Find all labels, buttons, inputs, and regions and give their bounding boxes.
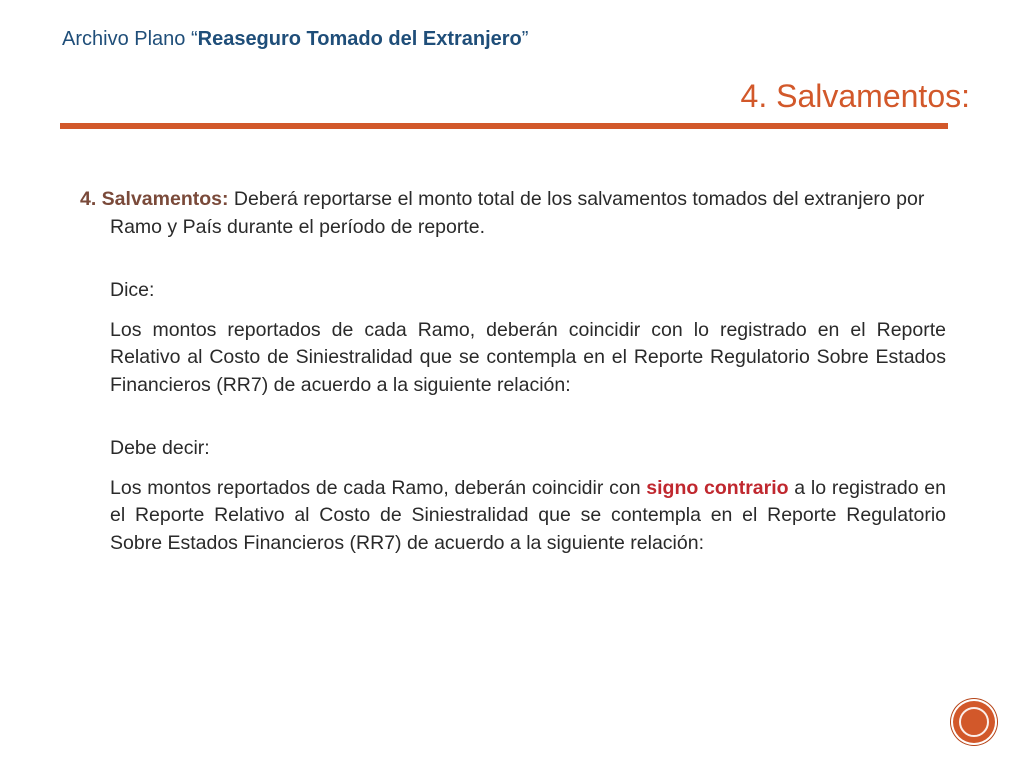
dice-paragraph: Los montos reportados de cada Ramo, deberán coincidir con lo registrado en el Reporte Relativo al Costo de Siniestralidad que se contempla en el Reporte Regulatorio Sobre Estados Financieros (RR7) de acuerdo a la siguiente relación: <box>110 318 946 396</box>
header-bold-title: Reaseguro Tomado del Extranjero <box>197 28 522 50</box>
debe-decir-highlight: signo contrario <box>646 476 789 499</box>
intro-paragraph <box>80 186 946 241</box>
slide-title: 4. Salvamentos: <box>740 78 970 114</box>
header-prefix: Archivo Plano “ <box>62 28 198 50</box>
intro-text: Deberá reportarse el monto total de los salvamentos tomados del extranjero por Ramo y País durante el período de reporte. <box>110 188 925 238</box>
debe-decir-paragraph <box>80 475 946 558</box>
slide-content <box>80 186 946 557</box>
title-divider <box>60 123 948 129</box>
debe-decir-text-after: a lo registrado en el Reporte Relativo al Costo de Siniestralidad que se contempla en el Reporte Regulatorio Sobre Estados Financieros (RR7) de acuerdo a la siguiente relación: <box>110 476 946 554</box>
dice-heading: Dice: <box>110 279 155 301</box>
header-suffix: ” <box>521 28 529 50</box>
intro-label: 4. Salvamentos: <box>80 188 229 210</box>
debe-decir-heading: Debe decir: <box>110 437 210 459</box>
slide-header <box>62 28 528 51</box>
page-number-badge-icon <box>951 699 997 745</box>
debe-decir-text-before: Los montos reportados de cada Ramo, deberán coincidir con <box>110 476 647 499</box>
badge-ring-icon <box>959 707 989 737</box>
